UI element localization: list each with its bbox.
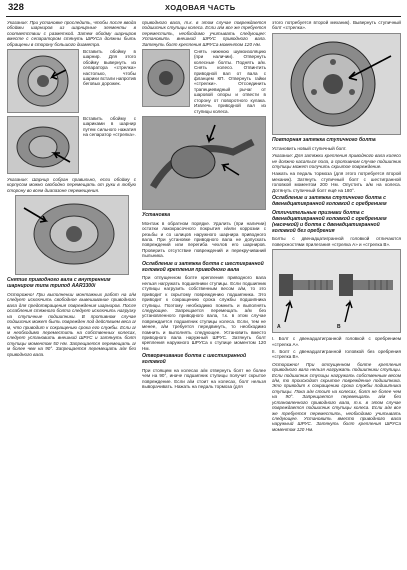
col3-paragraph-1: этого потребуется второй механик). Вывернуть ступичный болт «стрелка».: [272, 20, 401, 31]
column-3: [272, 20, 401, 564]
figure-drive-shaft: [142, 116, 266, 210]
col3-paragraph-7: II. Болт с двенадцатигранной головкой без оребрения «стрелка В».: [272, 349, 401, 360]
twelve-point-heading: Ослабление и затяжка ступичного болта с двенадцатигранной головкой с оребрением: [272, 194, 387, 207]
col3-paragraph-6: I. Болт с двенадцатигранной головкой с оребрением «стрелка А».: [272, 336, 401, 347]
figure-wheel-hub-bolt: [272, 33, 401, 135]
figure-cv-joint-insert: [7, 49, 79, 113]
column-2: [142, 20, 266, 564]
figure-1-caption: Вставить обойму в шарнир. Для этого обойму вывернуть из сепаратора «стрелка» настолько, чтобы шарики встали напротив беговых дорожек.: [83, 49, 136, 87]
figure-row-1: [7, 49, 136, 116]
bolt-label-b: В: [337, 324, 341, 331]
col1-caution-paragraph: Осторожно! При выполнении монтажных работ на а/м следует исключить свободное вывешивание приводного вала для предотвращения повреждения шарниров. После ослабления стяжного болта следует исключить нагрузку на ступичные подшипники. В противном случае подшипник может быть поврежден под действием веса а/м, что приводит к сокращению срока его службы. Если а/м необходимо переместить на собственных колесах, следует установить внешний ШРУС и затянуть болт ступицы моментом 50 Нм. Запрещается перемещать а/м более чем на 90°. Запрещается перемещать а/м без приводного вала.: [7, 292, 136, 357]
col1-paragraph-2: Указание: Шарнир собран правильно, если обойму с корпусом можно свободно перемещать от руки в любую сторону во всем диапазоне перемещения.: [7, 177, 136, 193]
col2-paragraph-2: Снять нижнюю шумоизоляцию (при наличии). Отвернуть колесные болты. Поднять а/м. Снять колесо. Отвинтить приводной вал от вала с фланцем КП. Отвернуть гайки «стрелки». Отсоединить трапециевидный рычаг от шаровой опоры и отвести в сторону от поворотного кулака. Извлечь приводной вал из ступицы колеса.: [194, 49, 266, 114]
drive-shaft-photo: [143, 117, 265, 209]
cv-joint-photo-1: [8, 50, 78, 112]
hub-photo: [143, 50, 189, 106]
figure-hub-removal: [142, 49, 190, 107]
unscrew-bolt-heading: Отворачивание болта с шестигранной головкой: [142, 353, 247, 366]
col3-caution-paragraph: Осторожно! При отпущенном болте крепления приводного вала нельзя нагружать подшипники ступицы. Если подшипник ступицы нагружать собственным весом а/м, то происходит скрытое повреждение подшипника. Это приводит к сокращению срока службы подшипника ступицы. Пока а/м стоит на колесах, болт не более чем на 90°. Запрещается перемещать а/м без установленного приводного вала, т.к. в этом случае повреждается подшипник ступицы колеса. Если а/м все же требуется переместить, необходимо учитывать следующее. Установить вместо приводного вала наружный ШРУС. Затянуть болт крепления ШРУСа моментом 120 Нм.: [272, 361, 401, 432]
figure-bolt-comparison: [272, 249, 401, 333]
col3-paragraph-4: Нажать на педаль тормоза (для этого потребуется второй механик). Затянуть ступичный болт с шестигранной головкой моментом 200 Нм. Опустить а/м на колеса. Дотянуть ступичный болт ещё на 180°.: [272, 171, 401, 193]
col3-note: Указание: Для затяжки крепления приводного вала колесо не должно касаться пола, а противном случае подшипник ступицы может получить скрытое повреждение.: [272, 153, 401, 169]
bolt-label-a: А: [277, 324, 281, 331]
installation-heading: Установка: [142, 211, 171, 218]
distinguishing-features-heading: Отличительные признаки болта с двенадцатигранной головкой с оребрением (насечкой) и болта с двенадцатигранной головкой без оребрения: [272, 209, 387, 234]
cv-joint-photo-2: [8, 117, 78, 173]
unscrew-bolt-paragraph: При стоящем на колесах а/м отвернуть болт не более чем на 90°, иначе подшипник ступицы получит скрытое повреждение. Если а/м стоит на колесах, болт нельзя выворачивать. Нажать на педаль тормоза (для: [142, 367, 266, 390]
tripod-section-heading: Снятие приводного вала с внутренним шарниром типа трипод AAR3300i: [7, 277, 111, 290]
column-1: [7, 20, 136, 564]
bolt-comparison-photo: [273, 250, 400, 332]
tripod-joint-photo: [16, 196, 128, 274]
col3-paragraph-2: Установить новый ступичный болт.: [272, 145, 347, 151]
hex-bolt-paragraph: При отпущенном болте крепления приводного вала нельзя нагружать подшипники ступицы. Если подшипник ступицы нагрузить собственным весом а/м, то это приводит к скрытому повреждению подшипника. Это приводит к сокращению срока службы подшипника ступицы. Поэтому необходимо помнить и выполнять следующее. Запрещается перемещать а/м без установленного приводного вала, т.к. в этом случае повреждается подшипник ступицы колеса. Если, тем не менее, а/м требуется передвинуть, то необходимо помнить и выполнять следующее. Установить вместо приводного вала наружный ШРУС. Затянуть болт крепления наружного ШРУСа к ступице моментом 120 Нм.: [142, 275, 266, 351]
hex-bolt-heading: Ослабление и затяжка болта с шестигранной головкой крепления приводного вала: [142, 260, 264, 273]
figure-cv-joint-press: [7, 116, 79, 174]
col1-paragraph-1: Указание: При установке проследить, чтобы после ввода обоймы шарниров из шарнирные элементы в соответствии с разметкой. Затем обойму шарниров вместе с сепаратором стянуть ШРУСа должны быть обращены в сторону большого диаметра.: [7, 20, 136, 47]
installation-paragraph: Монтаж в обратном порядке. Удалить (при наличии) остатки лакокрасочного покрытия и/или коррозии с резьбы и со шлицов наружного шарнира приводного вала. При установке приводного вала не допускать повреждений или перегиба чехлов его шарниров. Проверить отсутствие повреждений и перекручиваний пыльника.: [142, 220, 266, 259]
header-rule: [6, 16, 401, 17]
figure-row-col2: [142, 49, 266, 116]
page-number: 328: [8, 2, 24, 13]
col2-paragraph-1: приводного вала, т.к. в этом случае повреждается подшипник ступицы колеса. Если а/м все же требуется переместить, необходимо учитывать следующее: Установить внешний ШРУС приводного вала. Затянуть болт крепления ШРУСа моментом 120 Нм.: [142, 20, 266, 47]
col3-paragraph-5: Болты с двенадцатигранной головкой отличаются поверхностями прилегания «стрелка А» и «стрелка В».: [272, 236, 401, 247]
figure-tripod-joint: [15, 195, 129, 275]
figure-2-caption: Вставить обойму с шариками в шарнир путем сильного нажатия на сепаратор «стрелка».: [83, 116, 136, 138]
figure-row-2: [7, 116, 136, 177]
retighten-heading: Повторная затяжка ступичного болта: [272, 136, 376, 143]
running-header: ХОДОВАЯ ЧАСТЬ: [165, 3, 236, 12]
wheel-hub-photo: [273, 34, 400, 134]
